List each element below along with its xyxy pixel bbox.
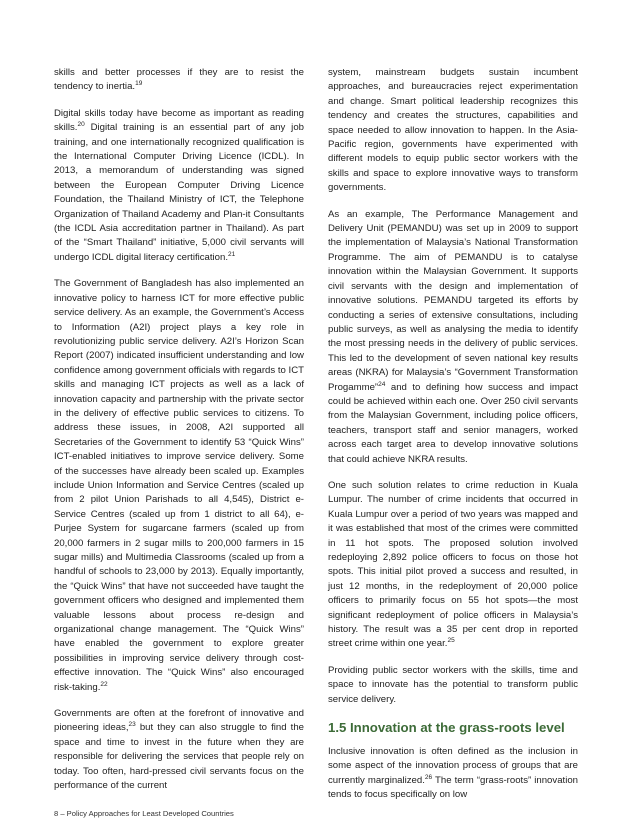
text: One such solution relates to crime reduction in Kuala Lumpur. The number of crime incidents that occurred in Kuala Lumpur over a period of two years was mapped and it was established that most of the crimes were committed in 11 hot spots. The proposed solution involved redeploying 2,892 police officers to focus on those hot spots. This initial pilot proved a success and resulted, in just 12 months, in the redeployment of 20,000 police officers to primarily focus on 55 hot spots—the most significant redeployment of police officers in Malaysia’s history. The result was a 35 per cent drop in reported street crime within one year.: [328, 479, 578, 650]
text: Digital training is an essential part of any job training, and one internationally recognized qualification is the International Computer Driving Licence (ICDL). In 2013, a memorandum of understanding was signed between the European Computer Driving Licence Foundation, the Thailand Ministry of ICT, the Telephone Organization of Thailand Academy and Plan-it Consultants (the ICDL Asia accreditation partner in Thailand). As part of the “Smart Thailand” initiative, 5,000 civil servants will undergo ICDL digital literacy certification.: [54, 122, 304, 263]
section-heading: 1.5 Innovation at the grass-roots level: [328, 720, 565, 736]
footnote-ref[interactable]: 24: [378, 380, 386, 388]
right-column: [328, 66, 578, 815]
text: Providing public sector workers with the skills, time and space to innovate has the potential to transform public service delivery.: [328, 664, 578, 705]
text: system, mainstream budgets sustain incumbent approaches, and bureaucracies reject experimentation and change. Smart political leadership recognizes this tendency and creates the structures, capabilities and space needed to allow innovation to happen. In the Asia-Pacific region, governments have experimented with different models to equip public sector workers with the skills and space to explore innovative ways to transform governments.: [328, 67, 578, 194]
paragraph: [328, 664, 578, 707]
paragraph: [54, 107, 304, 265]
paragraph: [328, 479, 578, 652]
paragraph: [54, 707, 304, 793]
text: The Government of Bangladesh has also implemented an innovative policy to harness ICT for more effective public service delivery. As an example, the Government’s Access to Information (A2I) project plays a key role in revolutionizing public service delivery. A2I’s Horizon Scan Report (2007) indicated insufficient understanding and low confidence among government officials with regards to ICT skills and managing ICT projects as well as a lack of innovation capacity and partnership with the private sector in the delivery of effective public services to citizens. To address these issues, in 2008, A2I supported all Secretaries of the Government to identify 53 “Quick Wins” ICT-enabled initiatives to improve service delivery. Some of the successes have already been scaled up. Examples include Union Information and Service Centres (scaled up from 2 pilot Union Parishads to all 4,545), District e-Service Centres (scaled up from 1 district to all 64), e-Purjee System for sugarcane farmers (scaled up from 20,000 farmers in 2 sugar mills to 200,000 farmers in 15 sugar mills) and Multimedia Classrooms (scaled up from a handful of schools to 23,000 by 2013). Equally importantly, the “Quick Wins” that have not succeeded have taught the government officers who designed and implemented them valuable lessons about process re-design and organizational change management. The “Quick Wins” have enabled the government to explore greater possibilities in improving service delivery through cost-effective innovation. The “Quick Wins” also encouraged risk-taking.: [54, 278, 304, 693]
paragraph: [328, 66, 578, 196]
text: Governments are often at the forefront of innovative and pioneering ideas,: [54, 708, 304, 734]
paragraph: [328, 745, 578, 803]
text: but they can also struggle to find the space and time to invest in the future when they are responsible for delivering the services that people rely on today. Too often, hard-pressed civil servants focus on the performance of the current: [54, 722, 304, 792]
paragraph: [54, 277, 304, 695]
footnote-ref[interactable]: 22: [100, 680, 108, 688]
footnote-ref[interactable]: 23: [128, 721, 136, 729]
text: The term “grass-roots” innovation tends to focus specifically on low: [328, 774, 578, 801]
footnote-ref[interactable]: 26: [424, 773, 433, 781]
text: Digital skills today have become as important as reading skills.: [54, 107, 304, 134]
footnote-ref[interactable]: 21: [228, 250, 236, 258]
page-footer: 8 – Policy Approaches for Least Developed Countries: [54, 809, 234, 818]
footnote-ref[interactable]: 19: [135, 80, 143, 88]
text: As an example, The Performance Management and Delivery Unit (PEMANDU) was set up in 2009 to support the implementation of Malaysia’s National Transformation Programme. The aim of PEMANDU is to catalyse innovation within the Malaysian Government. It supports civil servants with the design and implementation of innovative solutions. PEMANDU targeted its efforts by conducting a series of extensive consultations, including public surveys, as well as analysing the media to identify the most pressing needs in the delivery of public services. This led to the development of seven national key results areas (NKRA) for Malaysia’s “Government Transformation Progamme”: [328, 208, 578, 393]
text: skills and better processes if they are to resist the tendency to inertia.: [54, 67, 304, 93]
text: and to defining how success and impact could be achieved within each one. Over 250 civil servants from the Malaysian Government, including police officers, teachers, transport staff and senior managers, worked across each target area to develop innovative solutions that could achieve NKRA results.: [328, 381, 578, 465]
paragraph: [328, 208, 578, 467]
text: Inclusive innovation is often defined as the inclusion in some aspect of the innovation process of groups that are currently marginalized.: [328, 746, 578, 786]
paragraph: [54, 66, 304, 95]
footnote-ref[interactable]: 20: [77, 121, 85, 129]
footnote-ref[interactable]: 25: [447, 637, 455, 645]
left-column: [54, 66, 304, 806]
